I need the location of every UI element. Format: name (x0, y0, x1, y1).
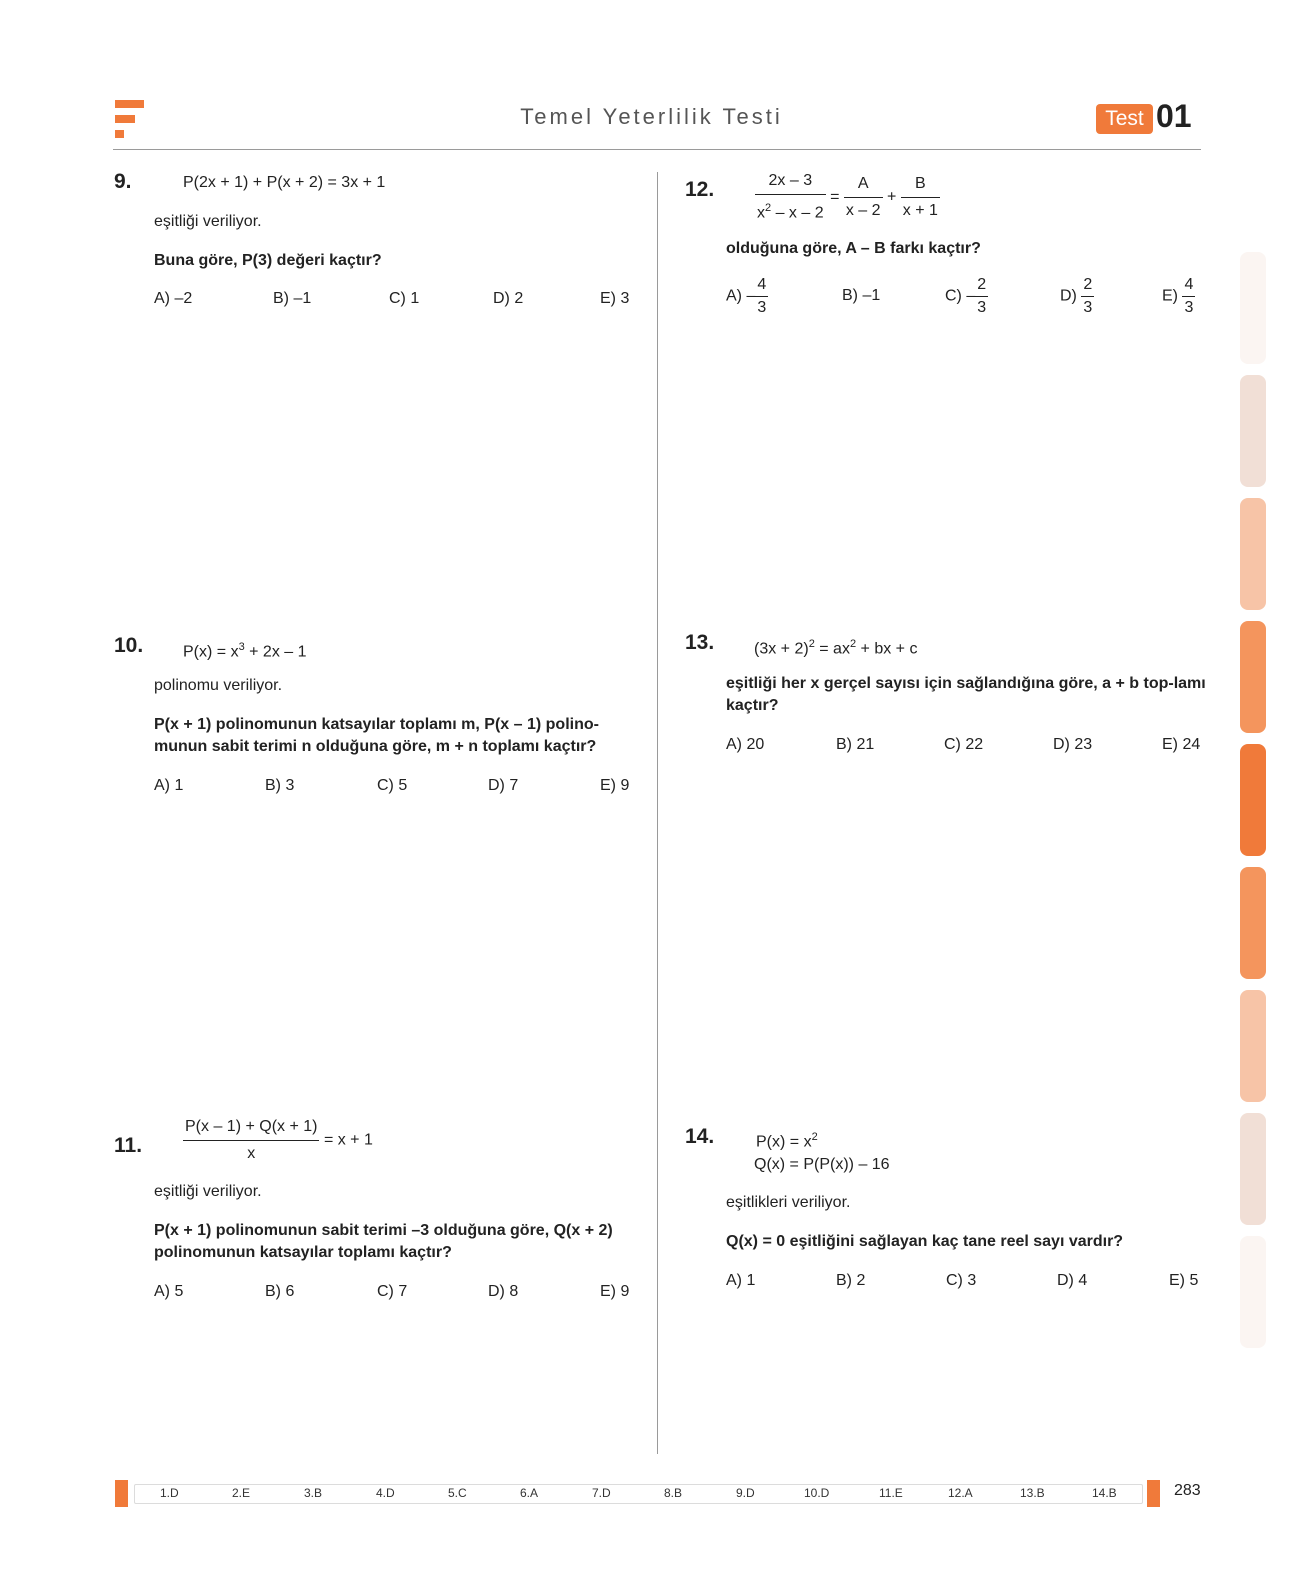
fraction-numerator: A (844, 173, 883, 198)
fraction-a (844, 173, 883, 222)
question-number: 11. (114, 1134, 143, 1157)
option-d[interactable]: D) 2 (493, 290, 524, 307)
option-d[interactable]: D) 4 (1057, 1272, 1088, 1289)
option-a[interactable]: A) 1 (726, 1272, 756, 1289)
page-number: 283 (1174, 1482, 1201, 1499)
answer-item: 1.D (160, 1486, 179, 1500)
fraction (183, 1116, 319, 1165)
fraction-b (901, 173, 940, 222)
option-b[interactable]: B) –1 (273, 290, 312, 307)
option-sign: – (966, 287, 976, 305)
option-label: E) (1162, 287, 1178, 305)
question-line-2: Q(x) = P(P(x)) – 16 (754, 1156, 890, 1173)
option-d[interactable] (1060, 276, 1094, 317)
question-equation (183, 636, 307, 663)
option-fraction (1182, 276, 1195, 317)
question-equation (183, 1116, 373, 1165)
equation-part: = ax (814, 640, 850, 658)
question-line-1 (756, 1126, 818, 1153)
exponent: 2 (811, 1131, 818, 1143)
option-d[interactable]: D) 23 (1053, 736, 1093, 753)
option-c[interactable] (945, 276, 988, 317)
option-a[interactable]: A) 1 (154, 777, 184, 794)
fraction-lhs (755, 170, 826, 224)
fraction-denominator: x (247, 1145, 256, 1162)
answer-item: 11.E (879, 1486, 903, 1500)
option-label: D) (1060, 287, 1077, 305)
question-prompt: Buna göre, P(3) değeri kaçtır? (154, 252, 382, 269)
equation-part: + 2x – 1 (244, 643, 307, 661)
fraction-numerator: 4 (1182, 276, 1195, 297)
answer-key-right-marker (1147, 1480, 1160, 1507)
side-tab-1[interactable] (1240, 252, 1266, 364)
answer-item: 5.C (448, 1486, 467, 1500)
page-title: Temel Yeterlilik Testi (520, 104, 783, 129)
equation-part: P(x) = x (756, 1133, 812, 1151)
exponent: 3 (238, 641, 245, 653)
answer-item: 9.D (736, 1486, 755, 1500)
option-b[interactable] (842, 287, 880, 305)
question-equation (755, 170, 940, 224)
side-tab-4[interactable] (1240, 621, 1266, 733)
fraction-numerator: B (901, 173, 940, 198)
option-fraction (1081, 276, 1094, 317)
option-c[interactable]: C) 3 (946, 1272, 977, 1289)
option-fraction (975, 276, 988, 317)
option-b[interactable]: B) 3 (265, 777, 295, 794)
fraction-denominator: 3 (757, 299, 767, 316)
test-number: 01 (1156, 98, 1192, 134)
option-e[interactable]: E) 5 (1169, 1272, 1199, 1289)
question-prompt: eşitliği her x gerçel sayısı için sağlandığına göre, a + b top-lamı kaçtır? (726, 675, 1206, 714)
den-part: x (757, 204, 765, 222)
option-c[interactable]: C) 22 (944, 736, 984, 753)
question-number: 14. (685, 1125, 715, 1148)
option-c[interactable]: C) 5 (377, 777, 408, 794)
answer-item: 7.D (592, 1486, 611, 1500)
option-b[interactable]: B) 6 (265, 1283, 295, 1300)
exponent: 2 (849, 638, 857, 650)
exponent: 2 (765, 202, 772, 214)
option-e[interactable] (1162, 276, 1195, 317)
question-prompt: olduğuna göre, A – B farkı kaçtır? (726, 240, 981, 257)
fraction-denominator: x + 1 (902, 201, 938, 219)
question-number: 10. (114, 634, 144, 657)
test-badge: Test (1096, 104, 1153, 134)
answer-item: 8.B (664, 1486, 683, 1500)
fraction-numerator: 2x – 3 (755, 170, 826, 195)
option-b[interactable]: B) 21 (836, 736, 875, 753)
question-given: eşitliği veriliyor. (154, 1183, 262, 1200)
question-prompt: P(x + 1) polinomunun sabit terimi –3 olduğuna göre, Q(x + 2) polinomunun katsayılar toplamı kaçtır? (154, 1222, 613, 1261)
question-prompt: Q(x) = 0 eşitliğini sağlayan kaç tane reel sayı vardır? (726, 1233, 1124, 1250)
question-equation: P(2x + 1) + P(x + 2) = 3x + 1 (183, 174, 386, 191)
answer-item: 3.B (304, 1486, 323, 1500)
answer-key-bar (134, 1484, 1143, 1504)
option-label: C) (945, 287, 962, 305)
equation-rhs: = x + 1 (323, 1131, 373, 1149)
side-tab-6[interactable] (1240, 867, 1266, 979)
column-divider (657, 172, 658, 1454)
fraction-denominator: 3 (1184, 299, 1194, 316)
option-label: A) (726, 287, 742, 305)
answer-item: 13.B (1020, 1486, 1045, 1500)
side-tab-9[interactable] (1240, 1236, 1266, 1348)
question-given: eşitlikleri veriliyor. (726, 1194, 851, 1211)
option-e[interactable]: E) 24 (1162, 736, 1201, 753)
option-e[interactable]: E) 9 (600, 777, 630, 794)
side-tab-5[interactable] (1240, 744, 1266, 856)
option-e[interactable]: E) 9 (600, 1283, 630, 1300)
fraction-numerator: 2 (1081, 276, 1094, 297)
fraction-numerator: 2 (975, 276, 988, 297)
question-prompt: P(x + 1) polinomunun katsayılar toplamı m, P(x – 1) polino-munun sabit terimi n olduğuna göre, m + n toplamı kaçtır? (154, 716, 599, 755)
answer-item: 12.A (948, 1486, 973, 1500)
option-d[interactable]: D) 8 (488, 1283, 519, 1300)
question-number: 12. (685, 178, 715, 201)
fraction-numerator: 4 (755, 276, 768, 297)
side-tab-2[interactable] (1240, 375, 1266, 487)
side-tab-8[interactable] (1240, 1113, 1266, 1225)
answer-item: 6.A (520, 1486, 539, 1500)
fraction-denominator: 3 (1083, 299, 1093, 316)
option-c[interactable]: C) 1 (389, 290, 420, 307)
question-given: polinomu veriliyor. (154, 677, 283, 694)
answer-item: 14.B (1092, 1486, 1117, 1500)
fraction-denominator (755, 195, 826, 224)
side-tab-7[interactable] (1240, 990, 1266, 1102)
option-label: B) (842, 287, 858, 304)
option-a[interactable] (726, 276, 768, 317)
question-number: 13. (685, 631, 715, 654)
answer-item: 4.D (376, 1486, 395, 1500)
option-c[interactable]: C) 7 (377, 1283, 408, 1300)
logo-bar-bottom (115, 130, 124, 138)
side-tab-3[interactable] (1240, 498, 1266, 610)
option-d[interactable]: D) 7 (488, 777, 519, 794)
fraction-numerator: P(x – 1) + Q(x + 1) (183, 1116, 319, 1141)
option-fraction (755, 276, 768, 317)
fraction-denominator: x – 2 (845, 201, 881, 219)
option-sign: – (746, 287, 756, 305)
option-a[interactable]: A) 20 (726, 736, 765, 753)
fraction-denominator: 3 (977, 299, 987, 316)
answer-item: 10.D (804, 1486, 830, 1500)
equation-part: + bx + c (856, 640, 918, 658)
equation-part: P(x) = x (183, 643, 239, 661)
option-e[interactable]: E) 3 (600, 290, 630, 307)
den-part: – x – 2 (771, 204, 824, 222)
equation-part: (3x + 2) (754, 640, 809, 658)
answer-key-left-marker (115, 1480, 128, 1507)
question-equation (754, 633, 917, 660)
option-a[interactable]: A) –2 (154, 290, 193, 307)
header-divider (113, 149, 1201, 150)
equals-sign: = (830, 188, 840, 206)
exponent: 2 (808, 638, 815, 650)
option-value: –1 (862, 287, 881, 304)
question-number: 9. (114, 170, 132, 193)
plus-sign: + (887, 188, 897, 206)
option-a[interactable]: A) 5 (154, 1283, 184, 1300)
question-given: eşitliği veriliyor. (154, 213, 262, 230)
option-b[interactable]: B) 2 (836, 1272, 866, 1289)
answer-item: 2.E (232, 1486, 251, 1500)
